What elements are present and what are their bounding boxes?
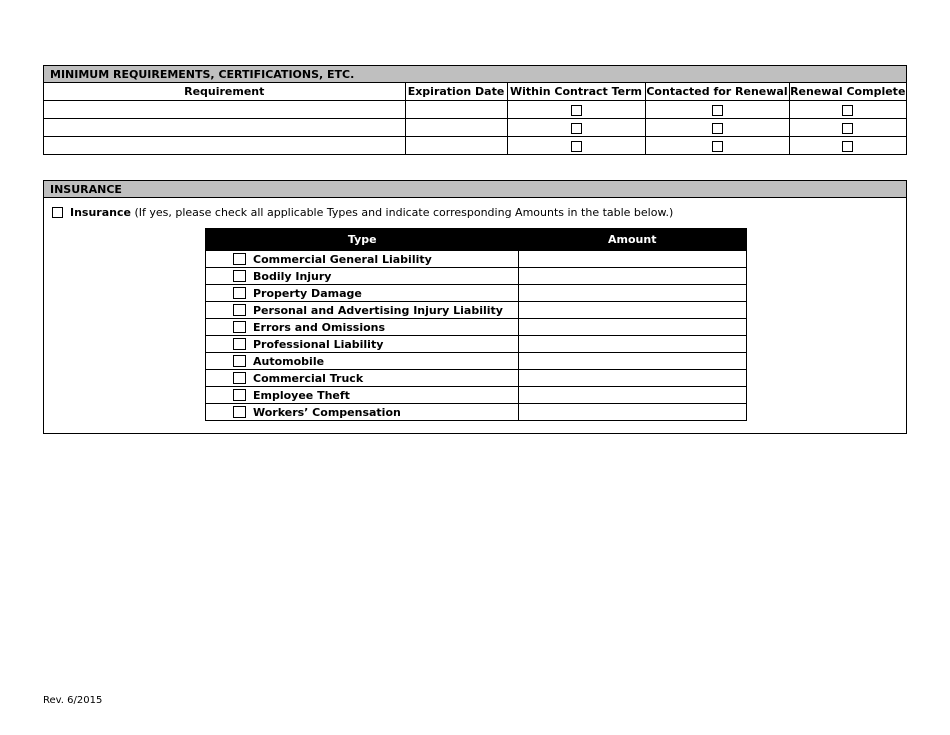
type-label: Commercial Truck [253, 371, 364, 385]
insurance-types-header-row [206, 229, 747, 251]
type-label: Professional Liability [253, 337, 384, 351]
insurance-header: INSURANCE [44, 181, 906, 198]
amount-input[interactable] [519, 319, 747, 336]
amount-input[interactable] [519, 336, 747, 353]
insurance-label: Insurance [70, 206, 131, 219]
table-row [206, 302, 747, 319]
professional-liability-checkbox[interactable] [233, 338, 246, 350]
requirements-section [43, 65, 907, 155]
expiration-date-input[interactable] [405, 137, 507, 155]
type-label: Commercial General Liability [253, 252, 432, 266]
type-cell [206, 268, 519, 285]
amount-input[interactable] [519, 268, 747, 285]
table-row [206, 285, 747, 302]
contacted-for-renewal-cell [645, 119, 789, 137]
table-row [206, 353, 747, 370]
table-row [206, 268, 747, 285]
amount-input[interactable] [519, 251, 747, 268]
contacted-for-renewal-checkbox[interactable] [712, 105, 723, 116]
amount-input[interactable] [519, 285, 747, 302]
contacted-for-renewal-cell [645, 137, 789, 155]
table-row [44, 119, 906, 137]
requirements-header-row [44, 83, 906, 101]
amount-input[interactable] [519, 387, 747, 404]
table-row [206, 387, 747, 404]
within-contract-term-checkbox[interactable] [571, 141, 582, 152]
within-contract-term-cell [507, 119, 645, 137]
type-cell [206, 319, 519, 336]
amount-input[interactable] [519, 353, 747, 370]
requirement-input[interactable] [44, 101, 405, 119]
amount-input[interactable] [519, 302, 747, 319]
type-label: Personal and Advertising Injury Liability [253, 303, 503, 317]
requirements-header: MINIMUM REQUIREMENTS, CERTIFICATIONS, ETC. [44, 66, 906, 83]
type-label: Automobile [253, 354, 325, 368]
renewal-complete-cell [789, 119, 906, 137]
renewal-complete-checkbox[interactable] [842, 141, 853, 152]
contacted-for-renewal-checkbox[interactable] [712, 123, 723, 134]
renewal-complete-checkbox[interactable] [842, 123, 853, 134]
personal-advertising-injury-checkbox[interactable] [233, 304, 246, 316]
table-row [206, 404, 747, 421]
insurance-section [43, 180, 907, 434]
insurance-types-table [205, 228, 747, 421]
automobile-checkbox[interactable] [233, 355, 246, 367]
type-cell [206, 302, 519, 319]
amount-input[interactable] [519, 404, 747, 421]
insurance-checkbox[interactable] [52, 207, 63, 218]
requirement-input[interactable] [44, 137, 405, 155]
commercial-truck-checkbox[interactable] [233, 372, 246, 384]
col-within-contract-term: Within Contract Term [507, 83, 645, 101]
col-type: Type [206, 229, 519, 251]
type-label: Employee Theft [253, 388, 350, 402]
requirement-input[interactable] [44, 119, 405, 137]
errors-omissions-checkbox[interactable] [233, 321, 246, 333]
type-label: Property Damage [253, 286, 362, 300]
type-cell [206, 387, 519, 404]
type-cell [206, 353, 519, 370]
table-row [44, 137, 906, 155]
renewal-complete-cell [789, 101, 906, 119]
type-label: Errors and Omissions [253, 320, 386, 334]
contacted-for-renewal-checkbox[interactable] [712, 141, 723, 152]
within-contract-term-checkbox[interactable] [571, 105, 582, 116]
revision-footer: Rev. 6/2015 [43, 695, 103, 706]
type-cell [206, 285, 519, 302]
type-cell [206, 370, 519, 387]
type-cell [206, 251, 519, 268]
table-row [206, 251, 747, 268]
within-contract-term-cell [507, 137, 645, 155]
table-row [206, 319, 747, 336]
expiration-date-input[interactable] [405, 101, 507, 119]
type-cell [206, 336, 519, 353]
col-renewal-complete: Renewal Complete [789, 83, 906, 101]
workers-compensation-checkbox[interactable] [233, 406, 246, 418]
contacted-for-renewal-cell [645, 101, 789, 119]
within-contract-term-checkbox[interactable] [571, 123, 582, 134]
expiration-date-input[interactable] [405, 119, 507, 137]
col-expiration-date: Expiration Date [405, 83, 507, 101]
bodily-injury-checkbox[interactable] [233, 270, 246, 282]
commercial-general-liability-checkbox[interactable] [233, 253, 246, 265]
type-label: Bodily Injury [253, 269, 332, 283]
employee-theft-checkbox[interactable] [233, 389, 246, 401]
col-requirement: Requirement [44, 83, 405, 101]
col-amount: Amount [519, 229, 747, 251]
col-contacted-for-renewal: Contacted for Renewal [645, 83, 789, 101]
renewal-complete-cell [789, 137, 906, 155]
amount-input[interactable] [519, 370, 747, 387]
insurance-note: (If yes, please check all applicable Types and indicate corresponding Amounts in the table below.) [130, 206, 674, 219]
renewal-complete-checkbox[interactable] [842, 105, 853, 116]
table-row [206, 336, 747, 353]
within-contract-term-cell [507, 101, 645, 119]
type-label: Workers’ Compensation [253, 405, 401, 419]
requirements-table [44, 83, 906, 154]
table-row [206, 370, 747, 387]
type-cell [206, 404, 519, 421]
insurance-question [52, 206, 673, 220]
table-row [44, 101, 906, 119]
property-damage-checkbox[interactable] [233, 287, 246, 299]
